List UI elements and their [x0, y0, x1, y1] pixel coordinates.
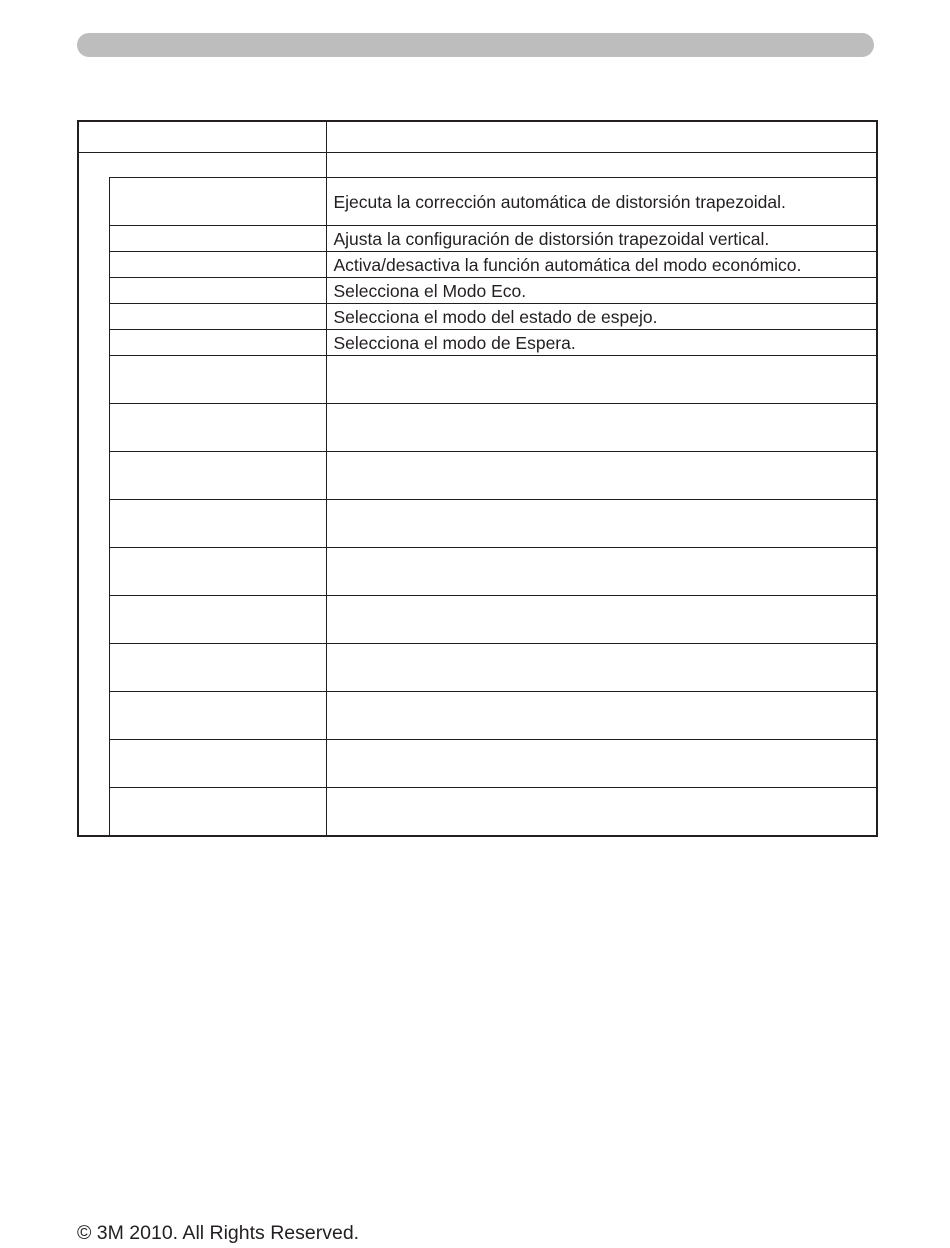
item-cell [109, 452, 326, 500]
header-description-cell [326, 121, 877, 153]
item-cell [109, 692, 326, 740]
indent-cell [78, 596, 109, 644]
item-cell [109, 548, 326, 596]
indent-cell [78, 330, 109, 356]
indent-cell [78, 788, 109, 837]
table-row [78, 596, 877, 644]
table-header-row [78, 121, 877, 153]
group-item-cell [78, 153, 326, 178]
description-cell [326, 548, 877, 596]
table-row [78, 548, 877, 596]
table-row [78, 740, 877, 788]
group-description-cell [326, 153, 877, 178]
item-cell [109, 278, 326, 304]
item-cell [109, 596, 326, 644]
table-row [78, 452, 877, 500]
description-cell: Selecciona el modo del estado de espejo. [326, 304, 877, 330]
header-item-cell [78, 121, 326, 153]
description-cell: Activa/desactiva la función automática del modo económico. [326, 252, 877, 278]
description-cell [326, 596, 877, 644]
description-cell [326, 740, 877, 788]
indent-cell [78, 356, 109, 404]
indent-cell [78, 252, 109, 278]
item-cell [109, 252, 326, 278]
indent-cell [78, 452, 109, 500]
table-row [78, 226, 877, 252]
menu-table [77, 120, 878, 837]
item-cell [109, 356, 326, 404]
item-cell [109, 178, 326, 226]
item-cell [109, 740, 326, 788]
description-cell: Selecciona el Modo Eco. [326, 278, 877, 304]
table-row [78, 278, 877, 304]
menu-table-container [77, 120, 876, 845]
item-cell [109, 644, 326, 692]
item-cell [109, 330, 326, 356]
description-cell [326, 452, 877, 500]
description-cell [326, 644, 877, 692]
table-row [78, 644, 877, 692]
copyright-footer: © 3M 2010. All Rights Reserved. [77, 1222, 360, 1244]
item-cell [109, 500, 326, 548]
description-cell: Selecciona el modo de Espera. [326, 330, 877, 356]
indent-cell [78, 404, 109, 452]
indent-cell [78, 692, 109, 740]
table-group-row [78, 153, 877, 178]
table-row [78, 330, 877, 356]
indent-cell [78, 278, 109, 304]
indent-cell [78, 740, 109, 788]
description-cell [326, 404, 877, 452]
description-cell [326, 788, 877, 837]
item-cell [109, 304, 326, 330]
table-row [78, 252, 877, 278]
table-row [78, 500, 877, 548]
description-cell [326, 500, 877, 548]
item-cell [109, 404, 326, 452]
indent-cell [78, 178, 109, 226]
indent-cell [78, 500, 109, 548]
item-cell [109, 226, 326, 252]
header-bar [77, 33, 874, 57]
indent-cell [78, 548, 109, 596]
indent-cell [78, 644, 109, 692]
item-cell [109, 788, 326, 837]
indent-cell [78, 304, 109, 330]
table-row [78, 356, 877, 404]
description-cell [326, 692, 877, 740]
table-row [78, 692, 877, 740]
description-cell: Ejecuta la corrección automática de distorsión trapezoidal. [326, 178, 877, 226]
description-cell [326, 356, 877, 404]
table-row [78, 788, 877, 837]
description-cell: Ajusta la configuración de distorsión trapezoidal vertical. [326, 226, 877, 252]
table-row [78, 178, 877, 226]
table-row [78, 404, 877, 452]
indent-cell [78, 226, 109, 252]
table-row [78, 304, 877, 330]
